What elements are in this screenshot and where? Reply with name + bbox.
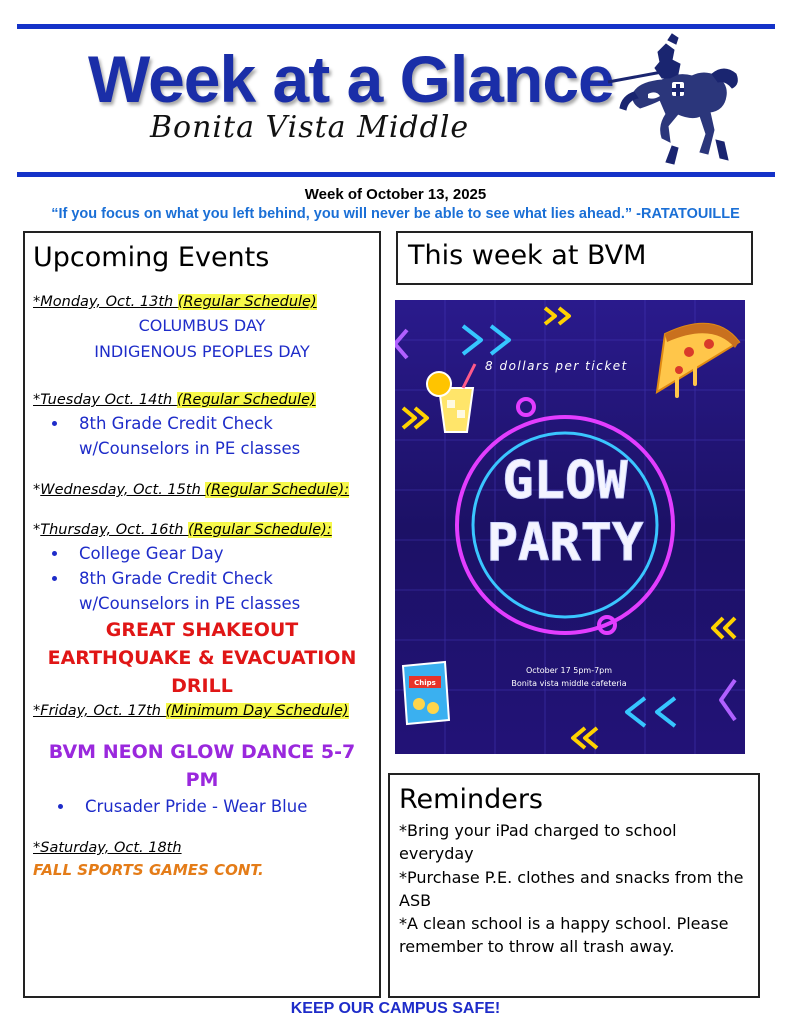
thursday-list bbox=[33, 541, 371, 616]
wednesday-schedule: (Regular Schedule): bbox=[205, 482, 350, 498]
chips-label: Chips bbox=[414, 679, 436, 687]
week-of-date: Week of October 13, 2025 bbox=[304, 186, 487, 203]
friday-header bbox=[33, 700, 371, 722]
reminder-item: *A clean school is a happy school. Please remember to throw all trash away. bbox=[399, 914, 729, 957]
thursday-prefix: * bbox=[33, 522, 41, 538]
bottom-rule bbox=[17, 172, 775, 177]
tuesday-day: *Tuesday Oct. 14th bbox=[33, 392, 177, 408]
poster-title-line2: PARTY bbox=[486, 513, 644, 573]
upcoming-events-panel bbox=[23, 231, 381, 998]
page-title: Week at a Glance bbox=[88, 42, 614, 116]
list-item: • 8th Grade Credit Check w/Counselors in PE classes bbox=[69, 411, 371, 461]
wednesday-day: Wednesday, Oct. 15th bbox=[40, 482, 206, 498]
list-item: • College Gear Day bbox=[69, 541, 371, 566]
tuesday-schedule: (Regular Schedule) bbox=[176, 392, 316, 408]
monday-event: COLUMBUS DAY bbox=[138, 316, 266, 335]
weekly-quote: “If you focus on what you left behind, you will never be able to see what lies ahead.” -RATATOUILLE bbox=[51, 206, 740, 222]
tuesday-list bbox=[33, 411, 371, 461]
monday-schedule: (Regular Schedule) bbox=[177, 294, 317, 310]
glow-party-poster bbox=[395, 300, 745, 754]
list-item: • 8th Grade Credit Check w/Counselors in PE classes bbox=[69, 566, 371, 616]
monday-event: INDIGENOUS PEOPLES DAY bbox=[94, 342, 310, 361]
reminder-item: *Purchase P.E. clothes and snacks from the ASB bbox=[399, 867, 744, 910]
reminder-item: *Bring your iPad charged to school everyday bbox=[399, 821, 677, 864]
thursday-schedule: (Regular Schedule): bbox=[188, 522, 332, 538]
top-rule bbox=[17, 24, 775, 29]
wednesday-header bbox=[33, 479, 371, 501]
tuesday-header bbox=[33, 389, 371, 411]
saturday-day: *Saturday, Oct. 18th bbox=[33, 840, 182, 856]
this-week-heading: This week at BVM bbox=[408, 240, 647, 271]
monday-day: *Monday, Oct. 13th bbox=[33, 294, 178, 310]
chips-icon bbox=[403, 662, 449, 724]
wednesday-prefix: * bbox=[33, 482, 41, 498]
poster-location: Bonita vista middle cafeteria bbox=[511, 679, 627, 688]
saturday-header bbox=[33, 837, 371, 859]
friday-list bbox=[33, 794, 371, 819]
list-item: • Crusader Pride - Wear Blue bbox=[75, 794, 371, 819]
reminders-heading: Reminders bbox=[399, 784, 543, 815]
poster-title-line1: GLOW bbox=[502, 451, 628, 511]
poster-date-time: October 17 5pm-7pm bbox=[525, 666, 613, 675]
this-week-panel bbox=[396, 231, 753, 285]
friday-schedule: (Minimum Day Schedule) bbox=[165, 703, 349, 719]
thursday-day: Thursday, Oct. 16th bbox=[40, 522, 188, 538]
fall-sports-note: FALL SPORTS GAMES CONT. bbox=[33, 861, 264, 879]
glow-dance-event: BVM NEON GLOW DANCE 5-7 PM bbox=[48, 741, 356, 791]
ticket-price: 8 dollars per ticket bbox=[485, 359, 628, 373]
school-name: Bonita Vista Middle bbox=[150, 110, 470, 145]
upcoming-events-heading: Upcoming Events bbox=[33, 242, 270, 273]
thursday-header bbox=[33, 519, 371, 541]
monday-header bbox=[33, 291, 371, 313]
footer-slogan: KEEP OUR CAMPUS SAFE! bbox=[290, 1000, 501, 1017]
earthquake-drill-alert: GREAT SHAKEOUT EARTHQUAKE & EVACUATION DRILL bbox=[47, 619, 357, 697]
friday-day: *Friday, Oct. 17th bbox=[33, 703, 166, 719]
reminders-panel bbox=[388, 773, 760, 998]
knight-mascot-logo bbox=[600, 30, 750, 168]
